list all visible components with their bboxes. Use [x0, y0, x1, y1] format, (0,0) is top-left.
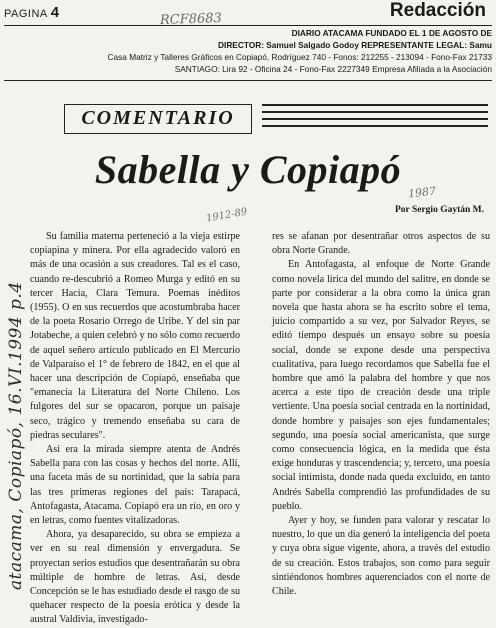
page-label-text: PAGINA — [4, 8, 48, 20]
paragraph: Su familia materna perteneció a la vieja estirpe copiapina y minera. Por ella agradecido valoró en más de una ocasión a sus creadores. Tal es el caso, cuando re-descubrió a Romeo Murga y editó en su tercer Hacia, Clara Temura. Poemas inéditos (1955). O en sus recuerdos que acostumbraba hacer de la poeta Rosario Orrego de Uribe. Y del sin par Jotabeche, a quien celebró y no sólo como recuerdo de aquel señero artículo publicado en El Mercurio de Valparaíso el 1° de febrero de 1842, en el que al hacer una descripción de Copiapó, enseñaba que "emanecía la Literatura del Norte Chileno. Los fulgores del sur se opacaron, porque un paisaje seco, trágico y tremendo enseñaba su cara de piedras seculares". — [30, 231, 240, 441]
mast-line-address: Casa Matriz y Talleres Gráficos en Copiapó, Rodríguez 740 - Fonos: 212255 - 213094 - Fono-Fax 21733 — [107, 52, 492, 62]
header-rule — [4, 25, 492, 26]
page-header — [0, 0, 496, 94]
paragraph: res se afanan por desentrañar otros aspectos de su obra Norte Grande. — [272, 231, 490, 257]
mast-line-director: DIRECTOR: Samuel Salgado Godoy REPRESENTANTE LEGAL: Samu — [218, 40, 492, 50]
paragraph: En Antofagasta, al enfoque de Norte Grande como novela lírica del mundo del salitre, en donde se parte por considerar a la obra como la única gran novela que hasta ahora se ha escrito sobre el tema, juicio compartido a su vez, por Salvador Reyes, se editó tiempo después un ensayo sobre su poesía social, donde se expone desde una perspectiva cualitativa, para luego recordamos que Sabella fue el hombre que amó la palabra del hombre y que nos acerca a este tipo de creación desde una triple vertiente. Una poesía social centrada en la nortinidad, donde hombre y paisajes son ejes fundamentales; segundo, una poesía social americanista, que surge como consecuencia lógica, en la medida que ésta exige honduras y trascendencia; y, tercero, una poesía social intimista, donde nada queda excluido, en tanto Andrés Sabella comprendió las profundidades de su pueblo. — [272, 259, 490, 512]
section-label: COMENTARIO — [81, 107, 235, 129]
paragraph: Ayer y hoy, se funden para valorar y rescatar lo nuestro, lo que un día generó la inteligencia del poeta y cuya obra sigue vigente, ahora, a través del estudio de su creación. Estos trabajos, son como para seguir sintiéndonos hombres aquerenciados con el norte de Chile. — [272, 515, 490, 598]
section-label-box — [64, 104, 252, 134]
article-column-left — [30, 230, 240, 628]
handwritten-margin-note: atacama, Copiapó, 16.VI.1994 p.4 — [6, 281, 26, 590]
paragraph: Así era la mirada siempre atenta de Andrés Sabella para con las cosas y hechos del norte. Allí, una faceta más de su nortinidad, que la sabía para las tres primeras regiones del país: Tarapacá, Antofagasta, Atacama. Copiapó era un río, en oro y en letras, como fuentes vitalizadoras. — [30, 444, 240, 527]
decorative-rules — [262, 104, 488, 132]
page-number-value: 4 — [50, 4, 60, 21]
handwritten-dates: 1912-89 — [205, 206, 249, 225]
archive-stamp: RCF8683 — [159, 10, 223, 29]
page-number — [4, 4, 60, 21]
mast-line-founded: DIARIO ATACAMA FUNDADO EL 1 DE AGOSTO DE — [291, 28, 492, 38]
article-title: Sabella y Copiapó — [94, 147, 402, 192]
section-title: Redacción — [389, 0, 486, 21]
paragraph: Ahora, ya desaparecido, su obra se empieza a ver en su real dimensión y envergadura. Se proyectan serios estudios que desentrañarán su obra múltiple de hombre de letras. Así, desde Concepción se le has estudiado desde el rasgo de su quehacer respecto de la poesía erótica y desde la austral Valdivia, investigado- — [30, 529, 240, 626]
mast-rule — [4, 80, 492, 81]
article-byline: Por Sergio Gaytán M. — [394, 205, 484, 215]
handwritten-year: 1987 — [407, 184, 437, 201]
article-column-right — [272, 230, 490, 599]
mast-line-santiago: SANTIAGO: Lira 92 - Oficina 24 - Fono-Fax 2227349 Empresa Afiliada a la Asociación — [174, 64, 492, 74]
